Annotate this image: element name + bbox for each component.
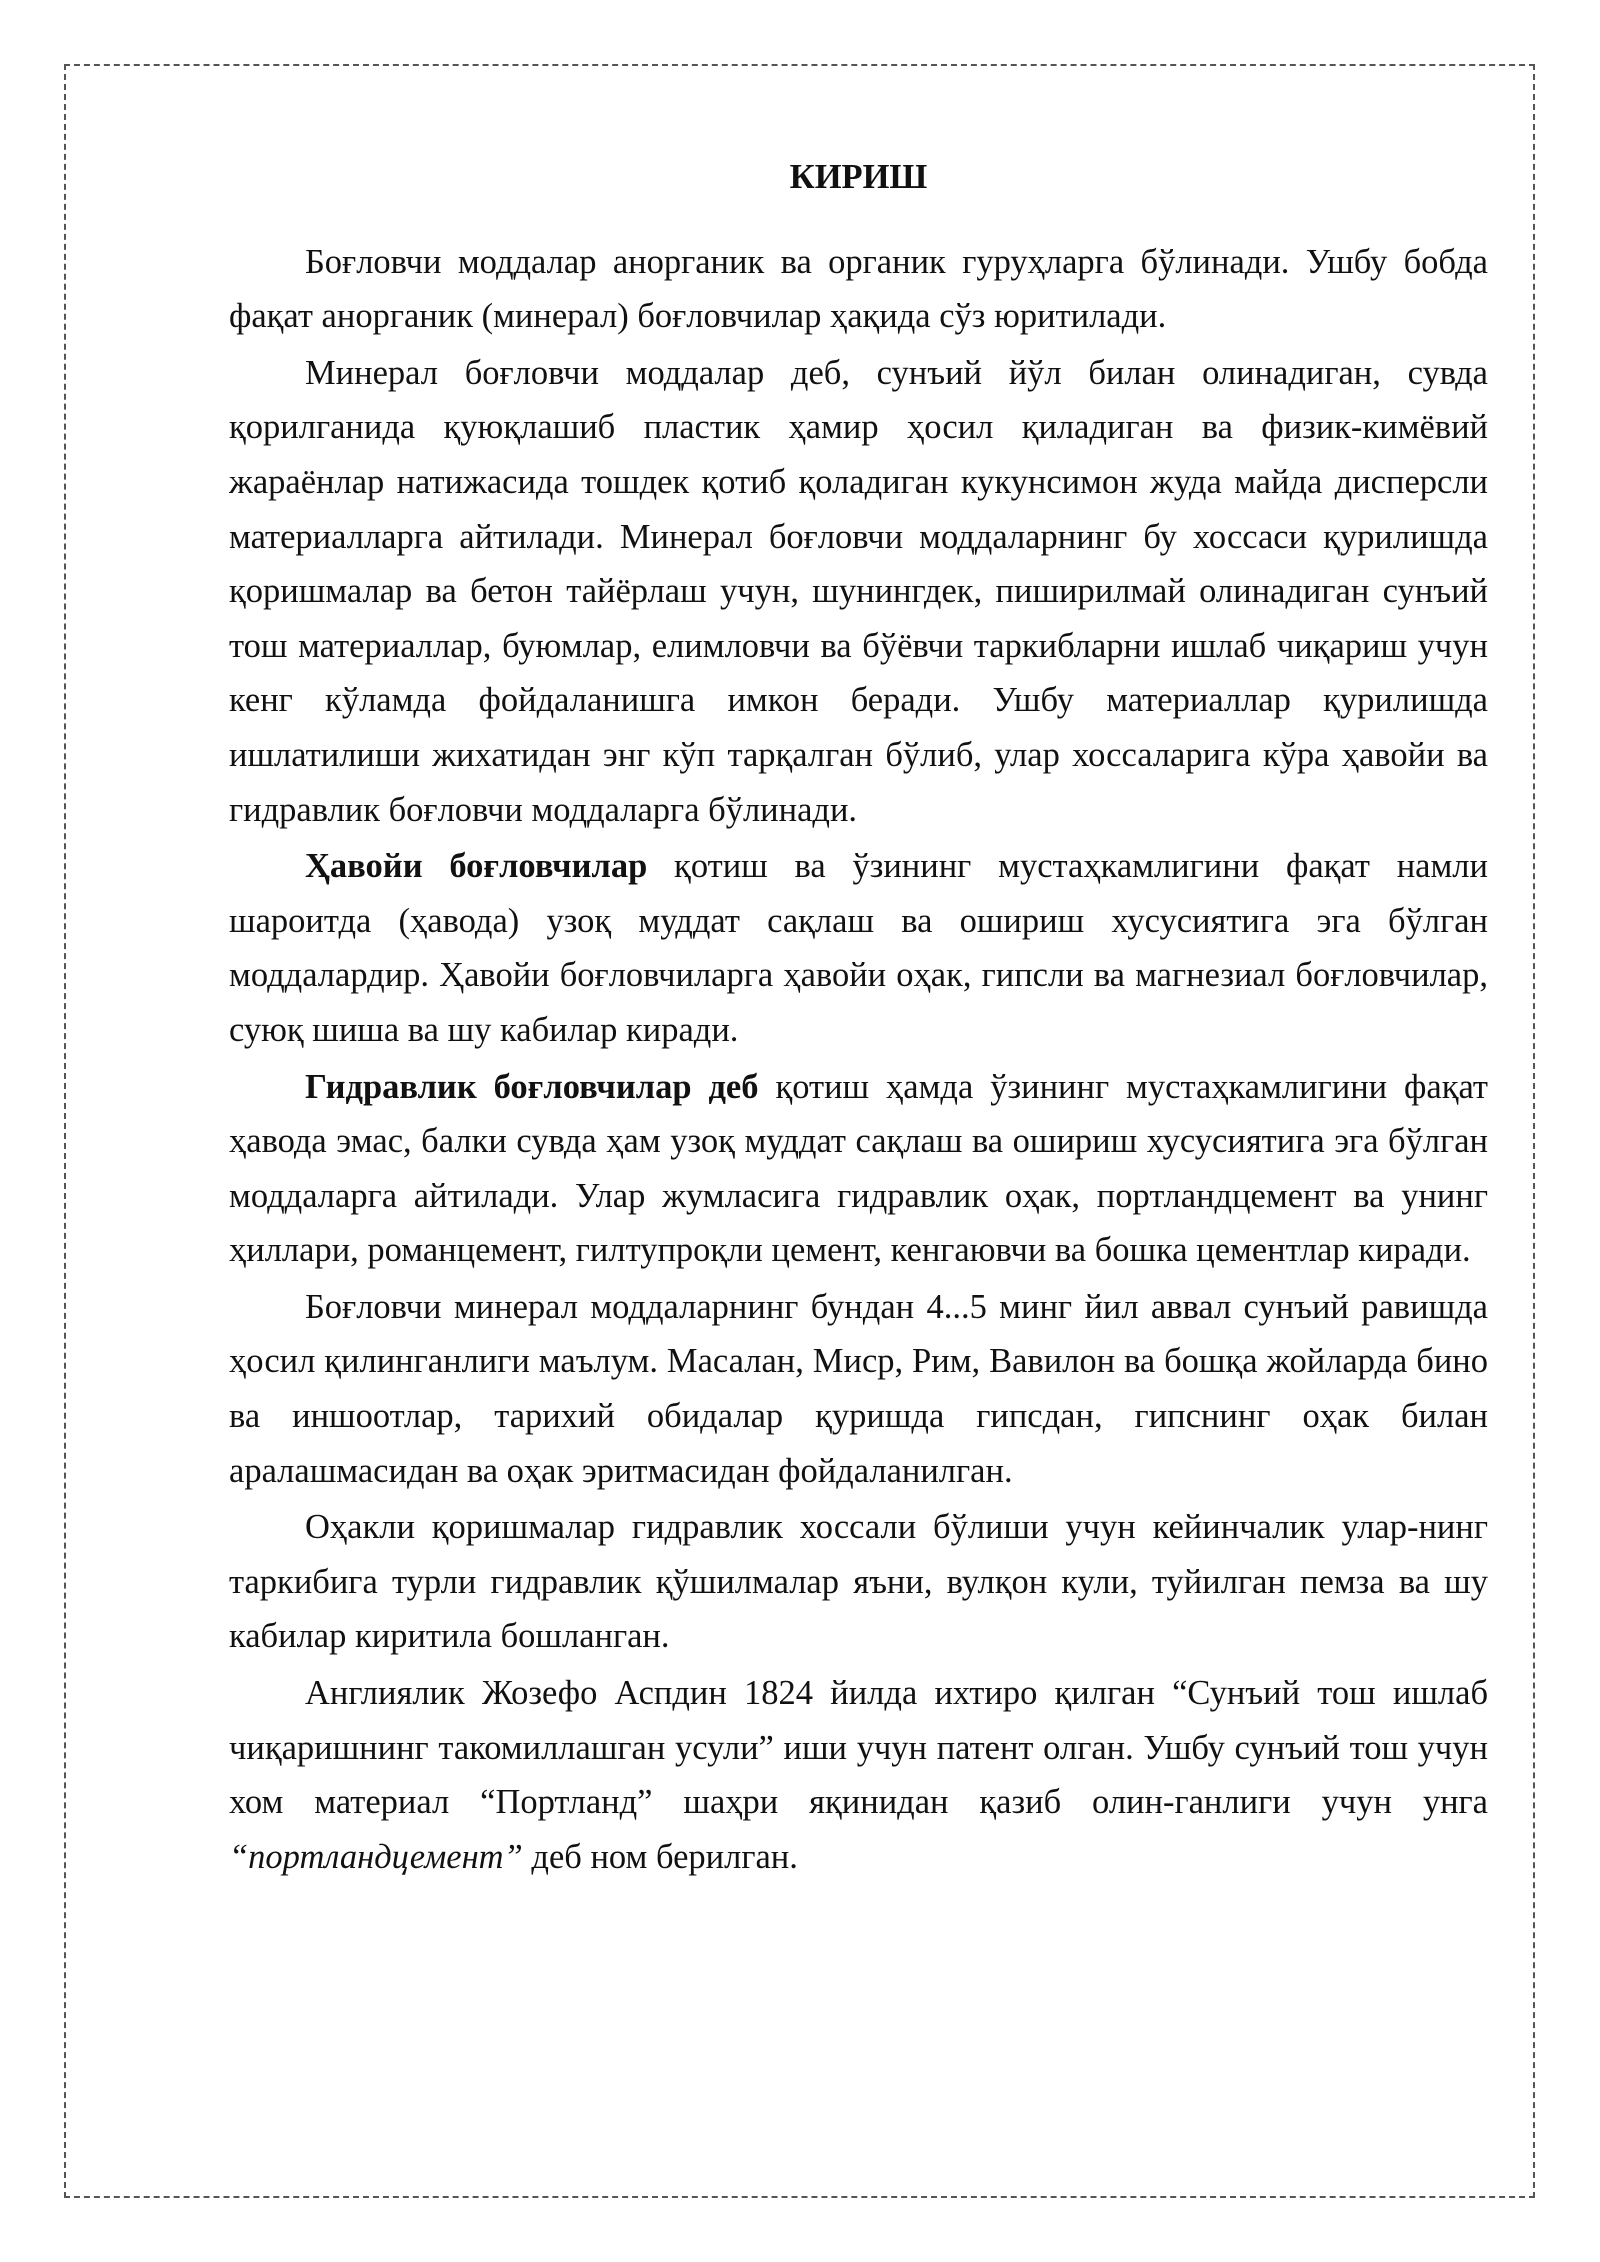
term-italic: “портландцемент” [229,1837,523,1876]
paragraph-6 [229,1500,1488,1664]
paragraph-text: қотиш ва ўзининг мустаҳкамлигини фақат намли шароитда (ҳавода) узоқ муддат сақлаш ва ошириш хусусиятига эга бўлган моддалардир. Ҳавойи боғловчиларга ҳавойи оҳак, гипсли ва магнезиал боғловчилар, суюқ шиша ва шу кабилар киради. [229,847,1488,1049]
paragraph-text: Боғловчи моддалар анорганик ва органик гуруҳларга бўлинади. Ушбу бобда фақат анорганик (минерал) боғловчилар ҳақида сўз юритилади. [229,242,1488,336]
paragraph-text: Англиялик Жозефо Аспдин 1824 йилда ихтиро қилган “Сунъий тош ишлаб чиқаришнинг такомиллашган усули” иши учун патент олган. Ушбу сунъий тош учун хом материал “Портланд” шаҳри яқинидан қазиб олин-ганлиги учун унга [229,1674,1488,1822]
paragraph-4 [229,1060,1488,1278]
paragraph-text: Минерал боғловчи моддалар деб, сунъий йўл билан олинадиган, сувда қорилганида қуюқлашиб пластик ҳамир ҳосил қиладиган ва физик-кимёвий жараёнлар натижасида тошдек қотиб қоладиган кукунсимон жуда майда дисперсли материалларга айтилади. Минерал боғловчи моддаларнинг бу хоссаси қурилишда қоришмалар ва бетон тайёрлаш учун, шунингдек, пиширилмай олинадиган сунъий тош материаллар, буюмлар, елимловчи ва бўёвчи таркибларни ишлаб чиқариш учун кенг кўламда фойдаланишга имкон беради. Ушбу материаллар қурилишда ишлатилиши жихатидан энг кўп тарқалган бўлиб, улар хоссаларига кўра ҳавойи ва гидравлик боғловчи моддаларга бўлинади. [229,353,1488,829]
paragraph-7 [229,1666,1488,1884]
paragraph-5 [229,1280,1488,1498]
paragraph-3 [229,839,1488,1057]
term-bold: Гидравлик боғловчилар деб [305,1067,759,1106]
term-bold: Ҳавойи боғловчилар [305,847,648,886]
paragraph-text-tail: деб ном берилган. [522,1837,798,1876]
paragraph-text: қотиш ҳамда ўзининг мустаҳкамлигини фақат ҳавода эмас, балки сувда ҳам узоқ муддат сақлаш ва ошириш хусусиятига эга бўлган моддаларга айтилади. Улар жумласига гидравлик оҳак, портландцемент ва унинг ҳиллари, романцемент, гилтупроқли цемент, кенгаювчи ва бошка цементлар киради. [229,1067,1488,1270]
paragraph-1 [229,235,1488,344]
paragraph-text: Боғловчи минерал моддаларнинг бундан 4...5 минг йил аввал сунъий равишда ҳосил қилинганлиги маълум. Масалан, Миср, Рим, Вавилон ва бошқа жойларда бино ва иншоотлар, тарихий обидалар қуришда гипсдан, гипснинг оҳак билан аралашмасидан ва оҳак эритмасидан фойдаланилган. [229,1287,1488,1490]
paragraph-text: Оҳакли қоришмалар гидравлик хоссали бўлиши учун кейинчалик улар-нинг таркибига турли гидравлик қўшилмалар яъни, вулқон кули, туйилган пемза ва шу кабилар киритила бошланган. [229,1508,1488,1656]
paragraph-2 [229,346,1488,837]
document-body [229,150,1488,1886]
section-heading: КИРИШ [789,158,928,196]
